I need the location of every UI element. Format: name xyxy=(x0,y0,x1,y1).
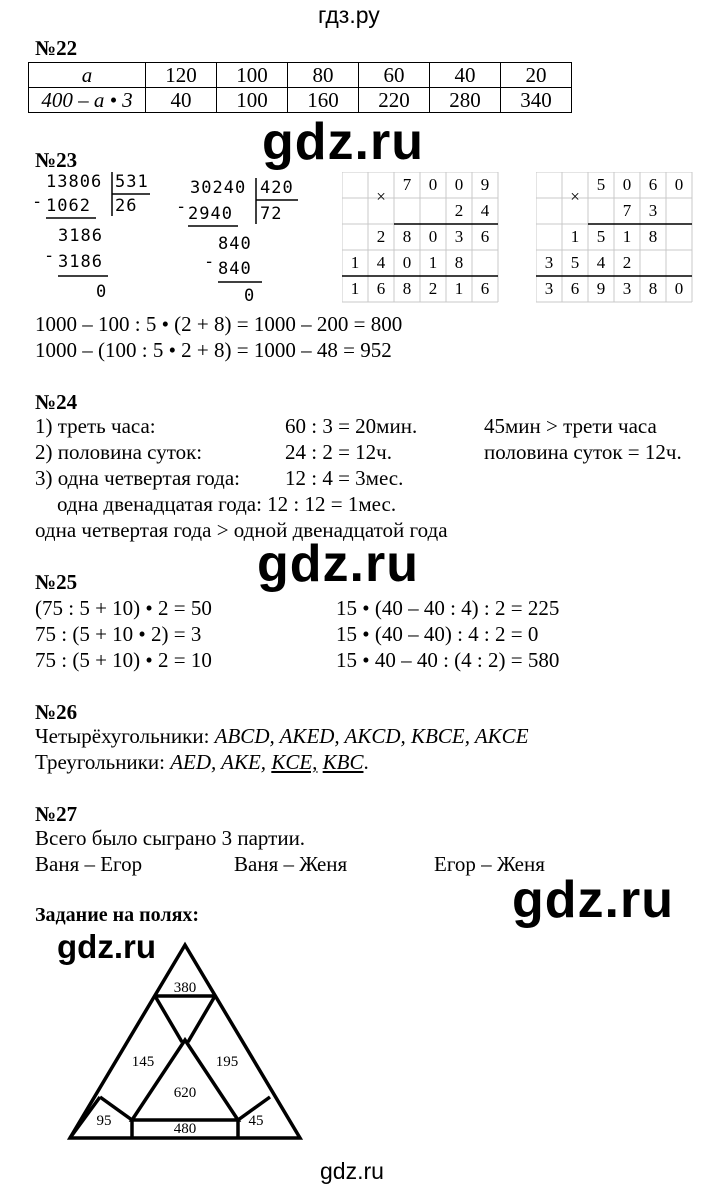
period: . xyxy=(363,750,369,774)
table-cell: 60 xyxy=(359,63,430,88)
subtrahend: 3186 xyxy=(58,252,103,272)
digit: 1 xyxy=(350,253,360,272)
minus-sign: - xyxy=(44,246,56,266)
expression-line: 1000 – (100 : 5 • 2 + 8) = 1000 – 48 = 952 xyxy=(35,338,392,362)
result: 0 xyxy=(96,282,108,302)
digit: 0 xyxy=(454,175,464,194)
task25-expression: (75 : 5 + 10) • 2 = 50 xyxy=(35,596,212,620)
task24-line: 3) одна четвертая года: xyxy=(35,466,241,490)
digit: 8 xyxy=(648,279,658,298)
task27-pair: Ваня – Женя xyxy=(234,852,348,876)
triangle-value: 380 xyxy=(173,980,197,996)
task24-line: 1) треть часа: xyxy=(35,414,156,438)
table-cell: 120 xyxy=(146,63,217,88)
digit: 8 xyxy=(648,227,658,246)
quads-label: Четырёхугольники: xyxy=(35,724,210,748)
digit: 1 xyxy=(454,279,464,298)
task25-expression: 15 • 40 – 40 : (4 : 2) = 580 xyxy=(336,648,560,672)
digit: 7 xyxy=(622,201,632,220)
digit: 0 xyxy=(622,175,632,194)
triangle-underlined: KCE, xyxy=(271,750,318,774)
triangles-list: AED, AKE, xyxy=(170,750,267,774)
triangle-value: 145 xyxy=(131,1054,155,1070)
digit: 6 xyxy=(480,279,490,298)
task25-expression: 75 : (5 + 10) • 2 = 10 xyxy=(35,648,212,672)
quads-list: ABCD, AKED, AKCD, KBCE, AKCE xyxy=(214,724,529,748)
minus-sign: - xyxy=(32,192,44,212)
digit: 3 xyxy=(454,227,464,246)
table-cell: 400 – a • 3 xyxy=(29,88,146,113)
remainder: 3186 xyxy=(58,226,103,246)
task24-title: №24 xyxy=(35,390,78,414)
footer-site: gdz.ru xyxy=(320,1158,384,1184)
table-cell: 160 xyxy=(288,88,359,113)
table-cell: a xyxy=(29,63,146,88)
result: 0 xyxy=(244,286,256,306)
digit: 4 xyxy=(376,253,386,272)
digit: 0 xyxy=(428,175,438,194)
digit: 6 xyxy=(376,279,386,298)
digit: 2 xyxy=(376,227,386,246)
times-sign: × xyxy=(570,187,580,206)
expression-line: 1000 – 100 : 5 • (2 + 8) = 1000 – 200 = 800 xyxy=(35,312,403,336)
task25-expression: 15 • (40 – 40 : 4) : 2 = 225 xyxy=(336,596,560,620)
quotient: 26 xyxy=(115,196,138,216)
digit: 6 xyxy=(570,279,580,298)
divisor: 531 xyxy=(115,172,149,192)
digit: 5 xyxy=(596,227,606,246)
task23-title: №23 xyxy=(35,148,78,172)
digit: 0 xyxy=(428,227,438,246)
digit: 0 xyxy=(402,253,412,272)
triangle-value: 95 xyxy=(96,1113,112,1129)
digit: 3 xyxy=(544,279,554,298)
digit: 6 xyxy=(648,175,658,194)
digit: 2 xyxy=(622,253,632,272)
dividend: 30240 xyxy=(190,178,247,198)
digit: 8 xyxy=(402,279,412,298)
triangle-value: 620 xyxy=(173,1085,197,1101)
task22-title: №22 xyxy=(35,36,78,60)
table-cell: 40 xyxy=(430,63,501,88)
task24-calc: 24 : 2 = 12ч. xyxy=(285,440,392,464)
task24-calc: 12 : 4 = 3мес. xyxy=(285,466,404,490)
digit: 4 xyxy=(596,253,606,272)
watermark: gdz.ru xyxy=(512,871,674,929)
digit: 3 xyxy=(544,253,554,272)
digit: 5 xyxy=(596,175,606,194)
table-cell: 40 xyxy=(146,88,217,113)
digit: 9 xyxy=(480,175,490,194)
digit: 7 xyxy=(402,175,412,194)
digit: 6 xyxy=(480,227,490,246)
subtrahend: 2940 xyxy=(188,204,233,224)
digit: 2 xyxy=(454,201,464,220)
triangle-value: 45 xyxy=(248,1113,264,1129)
subtrahend: 840 xyxy=(218,259,252,279)
digit: 0 xyxy=(674,175,684,194)
margins-title: Задание на полях: xyxy=(35,904,200,926)
table-cell: 80 xyxy=(288,63,359,88)
digit: 4 xyxy=(480,201,490,220)
digit: 1 xyxy=(428,253,438,272)
task27-pair: Егор – Женя xyxy=(434,852,545,876)
triangle-underlined: KBC xyxy=(322,750,364,774)
digit: 3 xyxy=(622,279,632,298)
task24-calc: 60 : 3 = 20мин. xyxy=(285,414,418,438)
task27-pair: Ваня – Егор xyxy=(35,852,143,876)
digit: 1 xyxy=(570,227,580,246)
triangles-label: Треугольники: xyxy=(35,750,165,774)
table-cell: 20 xyxy=(501,63,572,88)
task25-title: №25 xyxy=(35,570,78,594)
remainder: 840 xyxy=(218,234,252,254)
table-cell: 220 xyxy=(359,88,430,113)
digit: 8 xyxy=(454,253,464,272)
watermark: gdz.ru xyxy=(57,928,156,965)
site-header: гдз.ру xyxy=(318,2,380,28)
task24-answer: половина суток = 12ч. xyxy=(484,440,682,464)
dividend: 13806 xyxy=(46,172,103,192)
watermark: gdz.ru xyxy=(262,113,424,171)
table-cell: 100 xyxy=(217,88,288,113)
digit: 2 xyxy=(428,279,438,298)
quotient: 72 xyxy=(260,204,283,224)
task25-expression: 15 • (40 – 40) : 4 : 2 = 0 xyxy=(336,622,539,646)
minus-sign: - xyxy=(204,252,216,272)
minus-sign: - xyxy=(176,197,188,217)
digit: 3 xyxy=(648,201,658,220)
subtrahend: 1062 xyxy=(46,196,91,216)
task27-title: №27 xyxy=(35,802,78,826)
table-cell: 340 xyxy=(501,88,572,113)
digit: 5 xyxy=(570,253,580,272)
digit: 8 xyxy=(402,227,412,246)
times-sign: × xyxy=(376,187,386,206)
watermark: gdz.ru xyxy=(257,535,419,593)
digit: 1 xyxy=(622,227,632,246)
task26-title: №26 xyxy=(35,700,78,724)
digit: 0 xyxy=(674,279,684,298)
triangle-value: 480 xyxy=(173,1121,197,1137)
triangle-value: 195 xyxy=(215,1054,239,1070)
task24-line: одна четвертая года > одной двенадцатой года xyxy=(35,518,448,542)
task25-expression: 75 : (5 + 10 • 2) = 3 xyxy=(35,622,202,646)
divisor: 420 xyxy=(260,178,294,198)
table-cell: 280 xyxy=(430,88,501,113)
digit: 1 xyxy=(350,279,360,298)
table-cell: 100 xyxy=(217,63,288,88)
task24-line: 2) половина суток: xyxy=(35,440,203,464)
task24-line: одна двенадцатая года: 12 : 12 = 1мес. xyxy=(57,492,397,516)
digit: 9 xyxy=(596,279,606,298)
task27-text: Всего было сыграно 3 партии. xyxy=(35,826,306,850)
task24-answer: 45мин > трети часа xyxy=(484,414,657,438)
